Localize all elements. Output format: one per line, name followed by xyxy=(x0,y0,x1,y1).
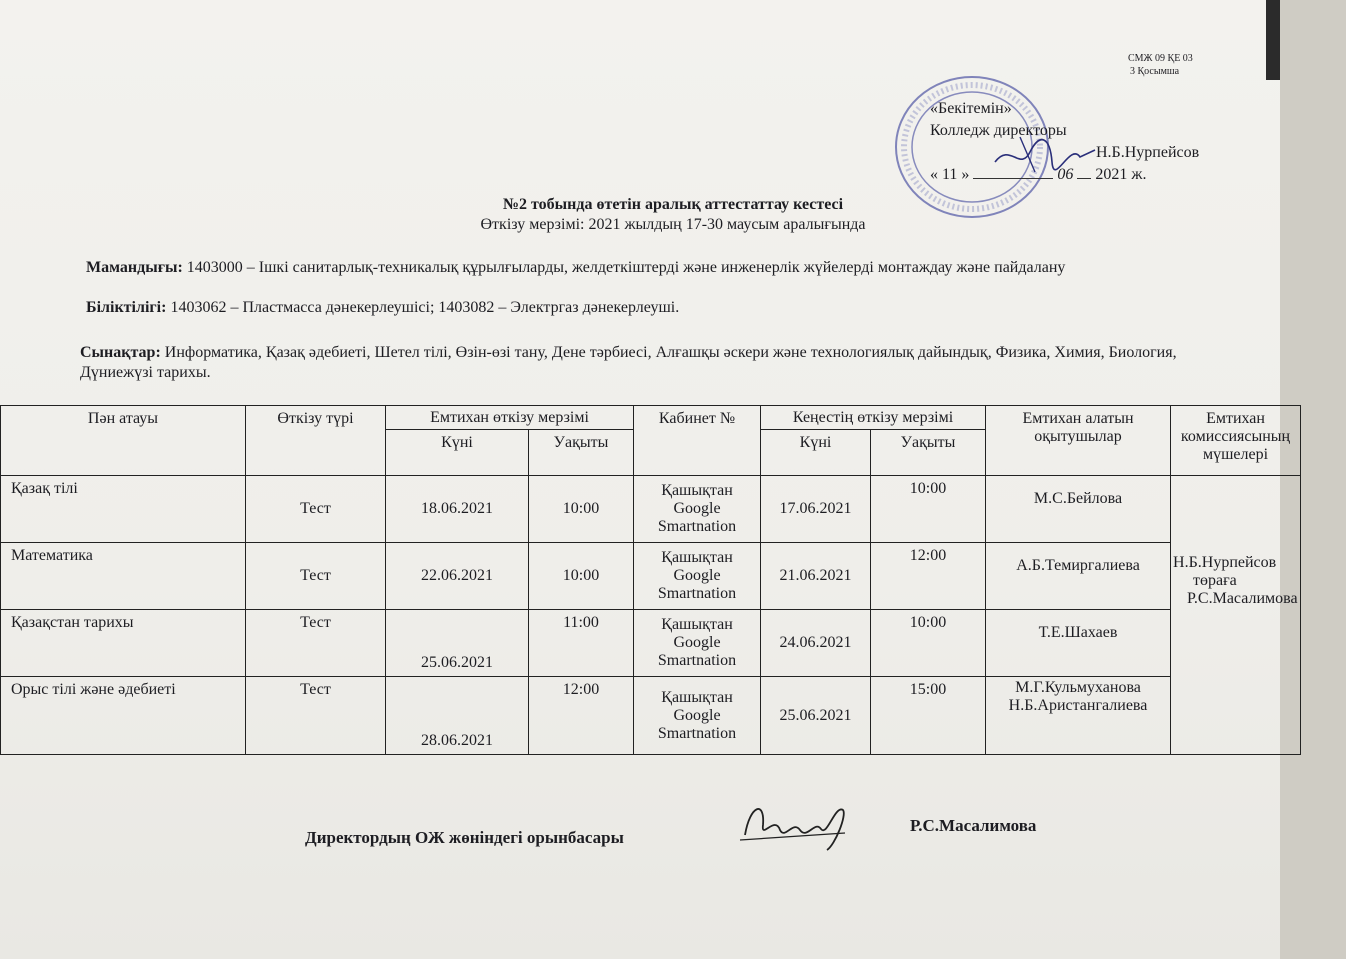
cell-consult-date: 25.06.2021 xyxy=(761,677,871,755)
cell-room: Қашықтан Google Smartnation xyxy=(634,476,761,543)
deputy-name: Р.С.Масалимова xyxy=(910,816,1037,835)
doc-appendix: 3 Қосымша xyxy=(1130,66,1180,77)
cell-teachers: М.С.Бейлова xyxy=(986,476,1171,543)
qualification-text: 1403062 – Пластмасса дәнекерлеушісі; 1403082 – Электргаз дәнекерлеуші. xyxy=(170,299,680,316)
approval-month: 06 xyxy=(1057,166,1074,183)
header-teachers: Емтихан алатын оқытушылар xyxy=(986,406,1171,476)
header-type: Өткізу түрі xyxy=(246,406,386,476)
cell-date: 25.06.2021 xyxy=(386,610,529,677)
cell-consult-time: 15:00 xyxy=(871,677,986,755)
cell-time: 12:00 xyxy=(529,677,634,755)
header-room: Кабинет № xyxy=(634,406,761,476)
cell-time: 10:00 xyxy=(529,476,634,543)
cell-date: 18.06.2021 xyxy=(386,476,529,543)
cell-subject: Қазақстан тарихы xyxy=(1,610,246,677)
schedule-table xyxy=(0,405,1301,755)
cell-consult-date: 17.06.2021 xyxy=(761,476,871,543)
cell-teachers: М.Г.Кульмуханова Н.Б.Аристангалиева xyxy=(986,677,1171,755)
cell-type: Тест xyxy=(246,543,386,610)
cell-room: Қашықтан Google Smartnation xyxy=(634,677,761,755)
cell-type: Тест xyxy=(246,476,386,543)
table-row xyxy=(1,543,1301,610)
schedule-period: Өткізу мерзімі: 2021 жылдың 17-30 маусым аралығында xyxy=(480,216,866,233)
tests-text: Информатика, Қазақ әдебиеті, Шетел тілі, Өзін-өзі тану, Дене тәрбиесі, Алғашқы әскери және технологиялық дайындық, Физика, Химия, Биология, Дүниежүзі тарихы. xyxy=(80,344,1177,381)
approval-position: Колледж директоры xyxy=(930,122,1067,139)
cell-subject: Математика xyxy=(1,543,246,610)
cell-teachers: Т.Е.Шахаев xyxy=(986,610,1171,677)
specialty-label: Мамандығы: xyxy=(86,259,183,276)
qualification-line xyxy=(86,298,1186,318)
specialty-line xyxy=(86,258,1186,278)
table-row xyxy=(1,476,1301,543)
header-exam-time: Уақыты xyxy=(529,430,634,476)
document-codes xyxy=(1128,52,1193,78)
header-exam-day: Күні xyxy=(386,430,529,476)
approval-day: « 11 » xyxy=(930,166,970,183)
qualification-label: Біліктілігі: xyxy=(86,299,167,316)
table-row xyxy=(1,677,1301,755)
cell-commission xyxy=(1171,476,1301,755)
cell-consult-date: 24.06.2021 xyxy=(761,610,871,677)
header-commission: Емтихан комиссиясының мүшелері xyxy=(1171,406,1301,476)
deputy-position: Директордың ОЖ жөніндегі орынбасары xyxy=(305,828,624,847)
cell-consult-time: 10:00 xyxy=(871,610,986,677)
header-consult-day: Күні xyxy=(761,430,871,476)
approval-title: «Бекітемін» xyxy=(930,100,1012,117)
tests-label: Сынақтар: xyxy=(80,344,161,361)
cell-consult-time: 12:00 xyxy=(871,543,986,610)
commission-member: Р.С.Масалимова xyxy=(1187,590,1298,607)
deputy-signature-icon xyxy=(735,795,855,855)
commission-chair: Н.Б.Нурпейсов xyxy=(1173,554,1277,571)
cell-subject: Қазақ тілі xyxy=(1,476,246,543)
page-corner-shadow xyxy=(1266,0,1280,80)
cell-consult-time: 10:00 xyxy=(871,476,986,543)
cell-type: Тест xyxy=(246,677,386,755)
cell-time: 11:00 xyxy=(529,610,634,677)
cell-date: 22.06.2021 xyxy=(386,543,529,610)
cell-type: Тест xyxy=(246,610,386,677)
approval-year: 2021 ж. xyxy=(1095,166,1147,183)
cell-consult-date: 21.06.2021 xyxy=(761,543,871,610)
cell-teachers: А.Б.Темиргалиева xyxy=(986,543,1171,610)
cell-date: 28.06.2021 xyxy=(386,677,529,755)
tests-line xyxy=(80,343,1180,383)
specialty-text: 1403000 – Ішкі санитарлық-техникалық құрылғыларды, желдеткіштерді және инженерлік жүйелерді монтаждау және пайдалану xyxy=(186,259,1066,276)
table-row xyxy=(1,610,1301,677)
approval-name: Н.Б.Нурпейсов xyxy=(1096,144,1200,161)
header-subject: Пән атауы xyxy=(1,406,246,476)
header-consult-period: Кеңестің өткізу мерзімі xyxy=(761,406,986,430)
doc-code: СМЖ 09 ҚЕ 03 xyxy=(1128,53,1193,64)
cell-room: Қашықтан Google Smartnation xyxy=(634,610,761,677)
director-signature-icon xyxy=(990,132,1100,178)
commission-role: төраға xyxy=(1193,572,1237,589)
cell-subject: Орыс тілі және әдебиеті xyxy=(1,677,246,755)
schedule-title: №2 тобында өтетін аралық аттестаттау кестесі xyxy=(502,196,844,213)
header-exam-period: Емтихан өткізу мерзімі xyxy=(386,406,634,430)
cell-room: Қашықтан Google Smartnation xyxy=(634,543,761,610)
cell-time: 10:00 xyxy=(529,543,634,610)
header-consult-time: Уақыты xyxy=(871,430,986,476)
